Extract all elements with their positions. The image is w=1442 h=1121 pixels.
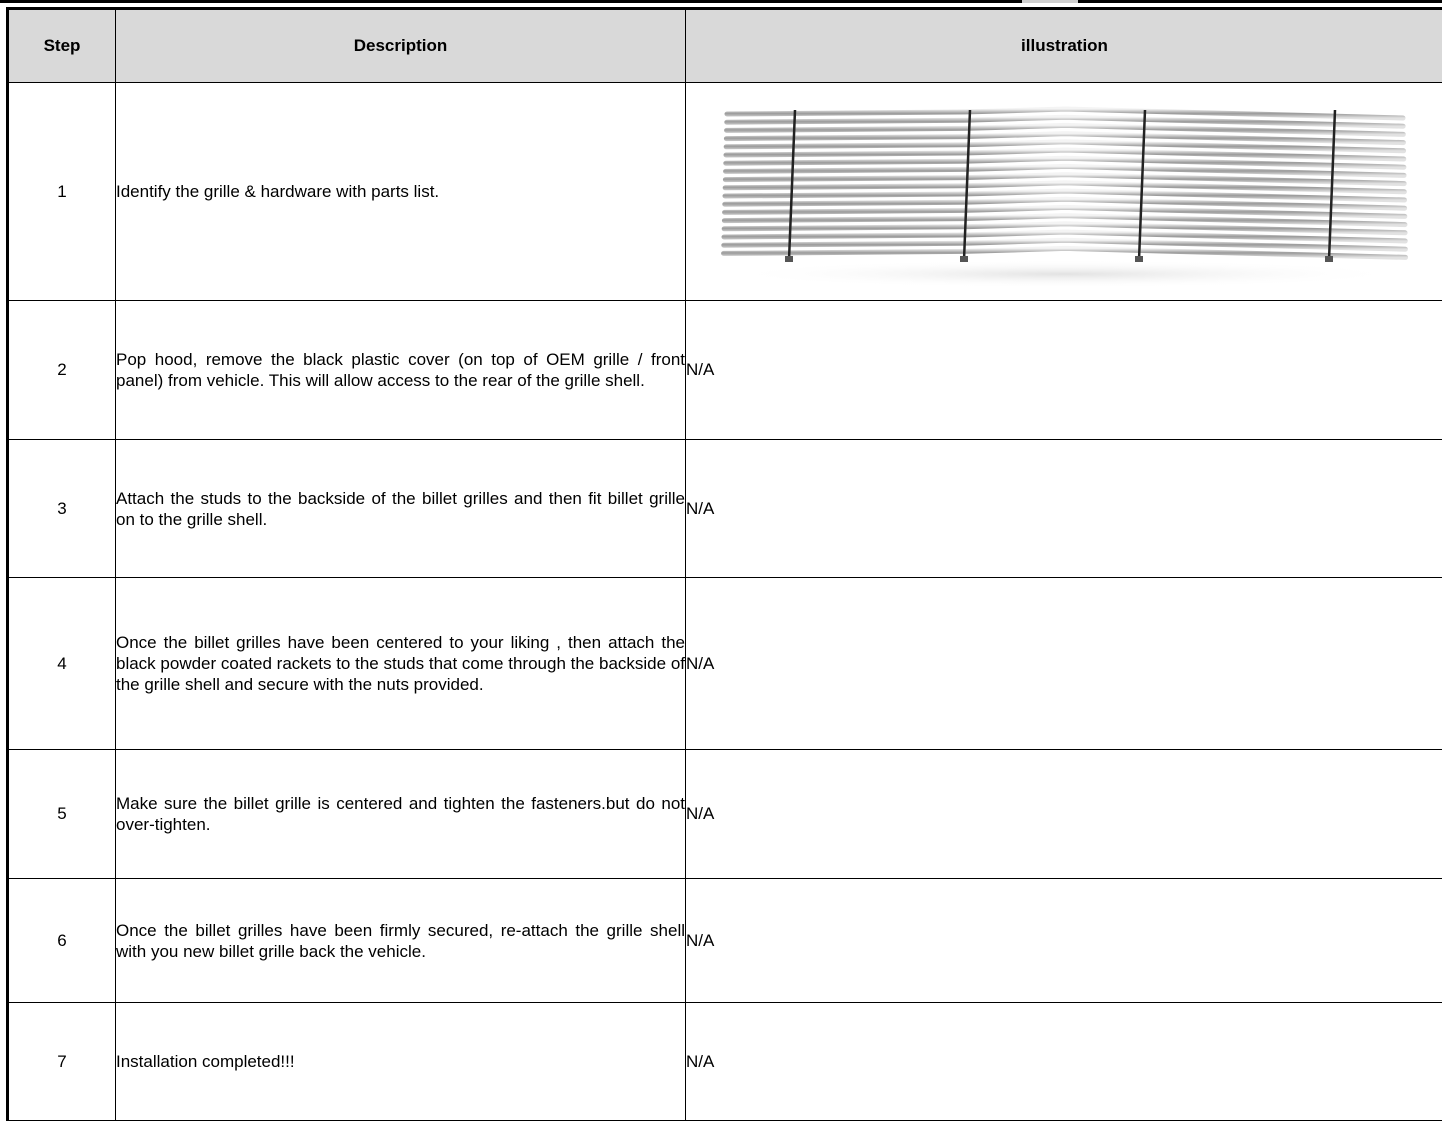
billet-grille-icon <box>715 92 1415 292</box>
step-illustration: N/A <box>686 879 1442 1003</box>
step-description: Installation completed!!! <box>116 1003 686 1121</box>
step-number: 2 <box>8 301 116 440</box>
grille-bracket <box>785 256 793 262</box>
grille-bracket <box>1135 256 1143 262</box>
top-tab-marker <box>1022 0 1078 3</box>
step-illustration: N/A <box>686 301 1442 440</box>
step-description: Make sure the billet grille is centered and tighten the fasteners.but do not over-tighten. <box>116 750 686 879</box>
table-row <box>8 440 1442 578</box>
table-row <box>8 301 1442 440</box>
step-number: 3 <box>8 440 116 578</box>
table-row <box>8 83 1442 301</box>
step-description: Pop hood, remove the black plastic cover (on top of OEM grille / front panel) from vehicle. This will allow access to the rear of the grille shell. <box>116 301 686 440</box>
table-row <box>8 879 1442 1003</box>
table-row <box>8 1003 1442 1121</box>
step-description: Once the billet grilles have been centered to your liking , then attach the black powder coated rackets to the studs that come through the backside of the grille shell and secure with the nuts provided. <box>116 578 686 750</box>
grille-bracket <box>960 256 968 262</box>
grille-bracket <box>1325 256 1333 262</box>
grille-slat <box>723 248 1405 257</box>
step-description: Attach the studs to the backside of the billet grilles and then fit billet grille on to the grille shell. <box>116 440 686 578</box>
step-number: 6 <box>8 879 116 1003</box>
step-illustration: N/A <box>686 1003 1442 1121</box>
header-illustration: illustration <box>686 9 1442 83</box>
top-border-line <box>0 0 1442 3</box>
header-description: Description <box>116 9 686 83</box>
step-illustration <box>686 83 1442 301</box>
table-header-row <box>8 9 1442 83</box>
billet-grille-image <box>686 83 1442 300</box>
step-description: Once the billet grilles have been firmly secured, re-attach the grille shell with you new billet grille back the vehicle. <box>116 879 686 1003</box>
step-number: 4 <box>8 578 116 750</box>
table-row <box>8 750 1442 879</box>
step-number: 5 <box>8 750 116 879</box>
table-row <box>8 578 1442 750</box>
step-description: Identify the grille & hardware with parts list. <box>116 83 686 301</box>
step-number: 7 <box>8 1003 116 1121</box>
installation-steps-table <box>6 7 1442 1121</box>
step-number: 1 <box>8 83 116 301</box>
header-step: Step <box>8 9 116 83</box>
step-illustration: N/A <box>686 440 1442 578</box>
step-illustration: N/A <box>686 578 1442 750</box>
step-illustration: N/A <box>686 750 1442 879</box>
